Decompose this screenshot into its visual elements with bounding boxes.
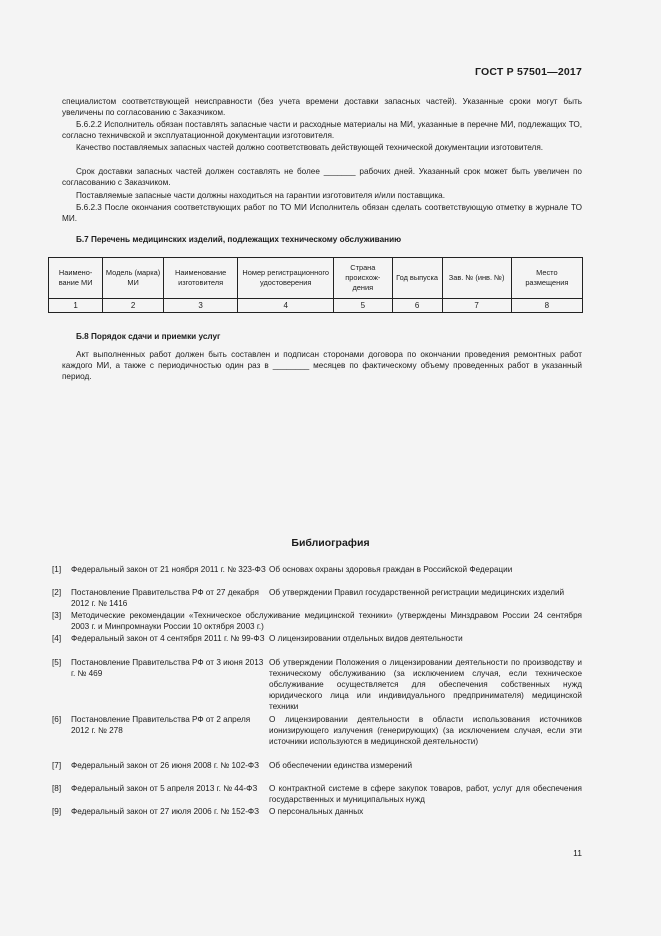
paragraph-b6-2-2: Б.6.2.2 Исполнитель обязан поставлять запасные части и расходные материалы на МИ, указанные в перечне МИ, подлежащих ТО, согласно техничвской и эксплуатационной документации изготовителя. [62, 120, 582, 141]
paragraph-warranty: Поставляемые запасные части должны находиться на гарантии изготовителя и/или поставщика. [76, 191, 446, 200]
table-header-cell: Страна происхож-дения [334, 258, 393, 299]
entry-source: Постановление Правительства РФ от 3 июня 2013 г. № 469 [71, 658, 264, 678]
table-number-cell: 2 [103, 299, 164, 313]
paragraph-delivery-time: Срок доставки запасных частей должен составлять не более _______ рабочих дней. Указанный срок может быть увеличен по согласованию с Заказчиком. [62, 167, 582, 188]
entry-source: Постановление Правительства РФ от 27 декабря 2012 г. № 1416 [71, 588, 259, 608]
entry-title: О персональных данных [269, 807, 364, 816]
table-header-cell: Место размещения [511, 258, 582, 299]
entry-source: Федеральный закон от 26 июня 2008 г. № 102-ФЗ [71, 761, 260, 770]
entry-source: Постановление Правительства РФ от 2 апреля 2012 г. № 278 [71, 715, 251, 735]
entry-number: [6] [52, 715, 62, 724]
entry-title: О лицензировании отдельных видов деятельности [269, 634, 463, 643]
standard-number: ГОСТ Р 57501—2017 [474, 66, 582, 78]
table-number-cell: 3 [163, 299, 237, 313]
entry-title: О лицензировании деятельности в области использования источников ионизирующего излучения (генерирующих) (за исключением случая, если эти источники используются в медицинской деятельности) [269, 715, 582, 746]
entry-number: [9] [52, 807, 62, 816]
paragraph-b6-2-3: Б.6.2.3 После окончания соответствующих работ по ТО МИ Исполнитель обязан сделать соответствующую отметку в журнале ТО МИ. [62, 203, 582, 224]
entry-title: О контрактной системе в сфере закупок товаров, работ, услуг для обеспечения государственных и муниципальных нужд [269, 784, 582, 804]
table-header-cell: Год выпуска [392, 258, 442, 299]
entry-number: [8] [52, 784, 62, 793]
table-number-cell: 1 [49, 299, 103, 313]
entry-title: Об основах охраны здоровья граждан в Российской Федерации [269, 565, 513, 574]
table-header-cell: Модель (марка) МИ [103, 258, 164, 299]
page-number: 11 [573, 848, 582, 858]
table-number-cell: 8 [511, 299, 582, 313]
entry-number: [4] [52, 634, 62, 643]
entry-full: Методические рекомендации «Техническое обслуживание медицинской техники» (утверждены Минздравом России 24 сентября 2003 г. и Минпромнауки России 10 октября 2003 г.) [71, 611, 582, 631]
entry-number: [2] [52, 588, 62, 597]
table-number-cell: 6 [392, 299, 442, 313]
paragraph-repair-time: специалистом соответствующей неисправности (без учета времени доставки запасных частей). Указанные сроки могут быть увеличены по согласованию с Заказчиком. [62, 97, 582, 118]
table-number-row [49, 299, 583, 313]
entry-title: Об утверждении Положения о лицензировании деятельности по производству и техническому обслуживанию (за исключением случая, если техническое обслуживание осуществляется для обеспечения собственных нужд юридического лица или индивидуального предпринимателя) медицинской техники [269, 658, 582, 711]
entry-source: Федеральный закон от 4 сентября 2011 г. № 99-ФЗ [71, 634, 265, 643]
table-header-cell: Наименование изготовителя [163, 258, 237, 299]
entry-number: [5] [52, 658, 62, 667]
entry-source: Федеральный закон от 21 ноября 2011 г. № 323-ФЗ [71, 565, 266, 574]
entry-title: Об обеспечении единства измерений [269, 761, 413, 770]
entry-number: [1] [52, 565, 62, 574]
medical-devices-table [48, 257, 583, 313]
table-header-row [49, 258, 583, 299]
entry-title: Об утверждении Правил государственной регистрации медицинских изделий [269, 588, 565, 597]
section-b7-heading: Б.7 Перечень медицинских изделий, подлежащих техническому обслуживанию [76, 235, 402, 244]
paragraph-quality: Качество поставляемых запасных частей должно соответствовать действующей технической документации изготовителя. [76, 143, 544, 152]
table-header-cell: Наимено-вание МИ [49, 258, 103, 299]
entry-source: Федеральный закон от 27 июля 2006 г. № 152-ФЗ [71, 807, 260, 816]
entry-source: Федеральный закон от 5 апреля 2013 г. № 44-ФЗ [71, 784, 258, 793]
table-number-cell: 7 [442, 299, 511, 313]
table-header-cell: Номер регистрационного удостоверения [238, 258, 334, 299]
bibliography-title: Библиография [291, 537, 370, 549]
table-header-cell: Зав. № (инв. №) [442, 258, 511, 299]
table-number-cell: 4 [238, 299, 334, 313]
paragraph-acceptance: Акт выполненных работ должен быть составлен и подписан сторонами договора по окончании проведения ремонтных работ каждого МИ, а также с периодичностью один раз в ________ месяцев по фактическому объему проведенных работ в указанный период. [62, 350, 582, 382]
table-number-cell: 5 [334, 299, 393, 313]
entry-number: [3] [52, 611, 62, 620]
section-b8-heading: Б.8 Порядок сдачи и приемки услуг [76, 332, 221, 341]
entry-number: [7] [52, 761, 62, 770]
